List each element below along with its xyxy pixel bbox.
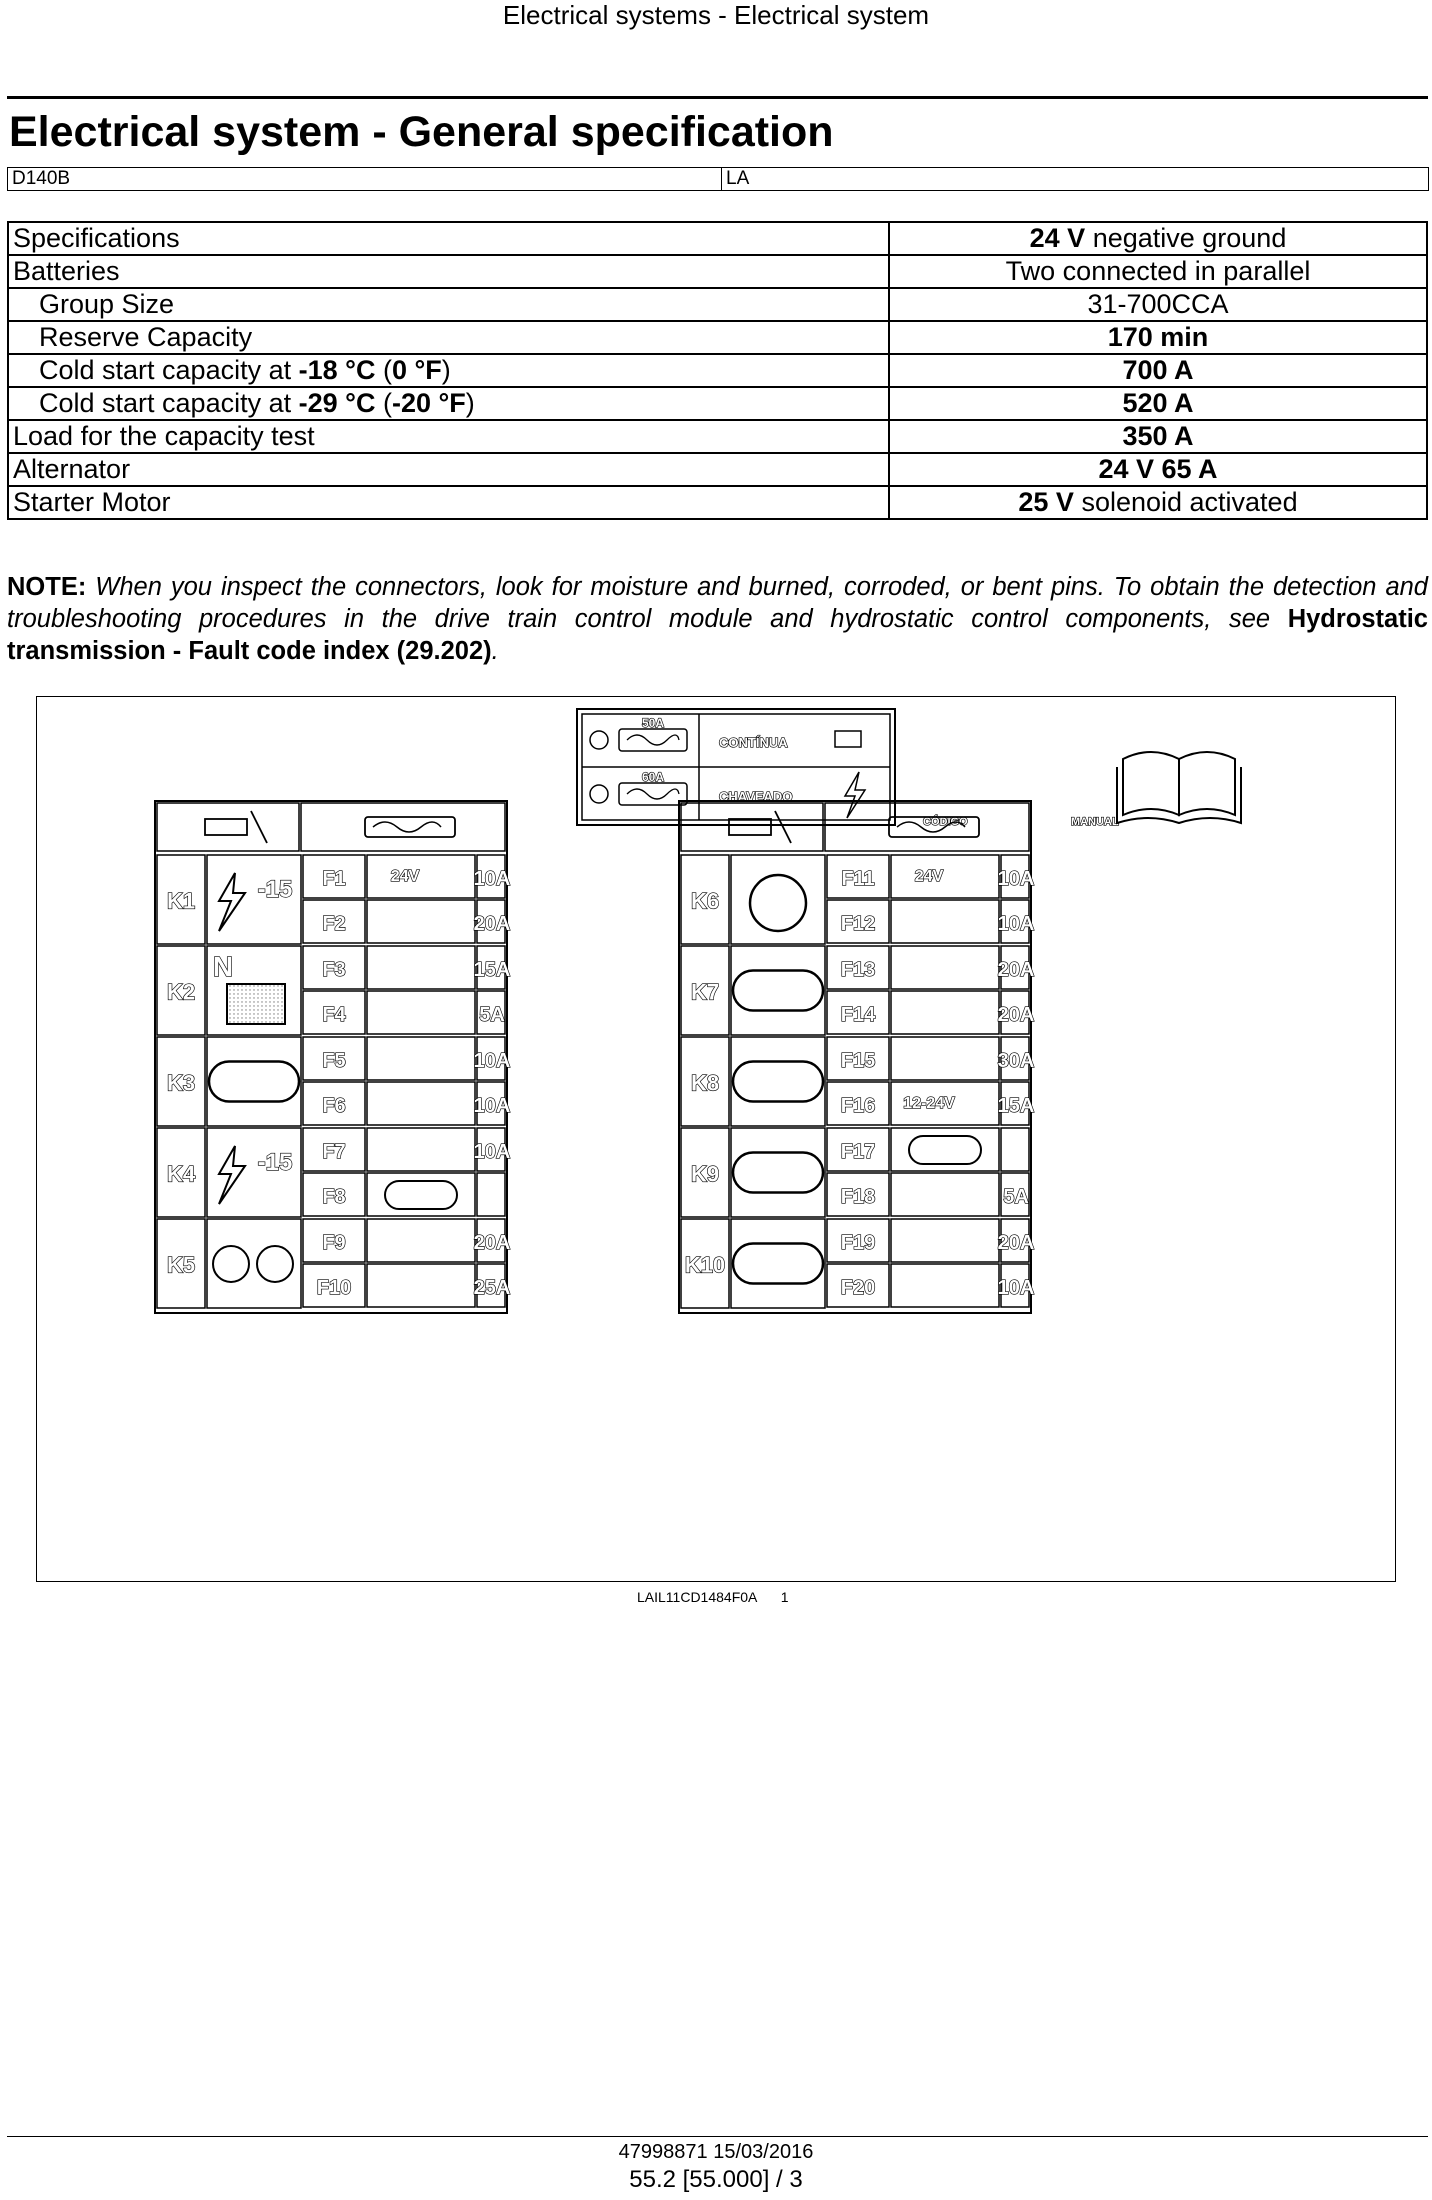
lightning-icon	[219, 1146, 245, 1204]
relay-symbol-icon	[775, 811, 791, 843]
relay-label: K2	[166, 979, 196, 1005]
relay-header-cell	[681, 803, 823, 851]
fuse-symbol-cell	[891, 991, 999, 1034]
fuse-wire-icon	[373, 822, 441, 832]
fuse-symbol-cell	[367, 1264, 475, 1307]
legend-continuous-label: CONTÍNUA	[719, 735, 788, 750]
running-header: Electrical systems - Electrical system	[502, 0, 930, 30]
spec-label: Reserve Capacity	[8, 321, 889, 354]
spec-label: Alternator	[8, 453, 889, 486]
fuse-circle-icon	[590, 731, 608, 749]
legend-manual-label: MANUAL	[1071, 816, 1119, 828]
fuse-amp-label: 20A	[473, 1232, 511, 1254]
table-row	[8, 354, 1427, 387]
fuse-label: F9	[322, 1232, 346, 1254]
relay-label: K5	[166, 1252, 196, 1278]
legend-box	[577, 709, 895, 825]
spec-label: Cold start capacity at -29 °C (-20 °F)	[8, 387, 889, 420]
fuse-label: F14	[840, 1004, 876, 1026]
relay-label: K10	[684, 1252, 726, 1278]
spec-label: Specifications	[8, 222, 889, 255]
relay-icon-cell	[731, 1128, 825, 1217]
fuse-label: F13	[840, 959, 876, 981]
relay-desc-label: -15	[257, 1149, 293, 1176]
header-rule	[7, 96, 1428, 99]
relay-label: K4	[166, 1161, 196, 1187]
note-end: .	[491, 637, 499, 665]
fuse-symbol-cell	[891, 1264, 999, 1307]
note-prefix: NOTE:	[7, 573, 87, 601]
fuse-amp-label: 20A	[473, 913, 511, 935]
relay-icon-cell	[731, 946, 825, 1035]
fuse-label: F12	[840, 913, 876, 935]
fuse-amp-label: 15A	[473, 959, 511, 981]
battery-icon	[835, 731, 861, 747]
note-text: When you inspect the connectors, look for moisture and burned, corroded, or bent pins. To obtain the detection and troubleshooting procedures in the drive train control module and hydrostatic control components, see	[7, 573, 1428, 633]
model-bar	[7, 167, 1429, 191]
fuse-label: F2	[322, 913, 346, 935]
fuse-label: F3	[322, 959, 346, 981]
fuse-symbol-cell	[367, 991, 475, 1034]
relay-label: K1	[166, 888, 196, 914]
relay-socket-icon	[733, 1153, 823, 1193]
spec-value: 170 min	[889, 321, 1427, 354]
relay-symbol-icon	[251, 811, 267, 843]
spec-label: Load for the capacity test	[8, 420, 889, 453]
fuse-label: F18	[840, 1186, 876, 1208]
fuse-symbol-cell	[367, 946, 475, 989]
fuse-label: F8	[322, 1186, 346, 1208]
relay-desc-label: N	[212, 951, 234, 982]
fuse-amp-label: 10A	[473, 1141, 511, 1163]
fuse-label: F4	[322, 1004, 346, 1026]
relay-label: K7	[690, 979, 720, 1005]
spec-value: 520 A	[889, 387, 1427, 420]
fuse-icon	[365, 817, 455, 837]
fuse-label: F10	[316, 1277, 352, 1299]
fuse-symbol-label: 12-24V	[903, 1095, 955, 1112]
fuse-amp-label: 20A	[997, 1232, 1035, 1254]
fuse-symbol-cell	[367, 1037, 475, 1080]
motor-icon	[227, 984, 285, 1024]
section-title: Electrical system - General specification	[9, 108, 834, 156]
spec-label: Cold start capacity at -18 °C (0 °F)	[8, 354, 889, 387]
relay-socket-icon	[209, 1062, 299, 1102]
fuse-amp-label: 5A	[479, 1004, 505, 1026]
fuse-amp-label: 15A	[997, 1095, 1035, 1117]
relay-header-cell	[157, 803, 299, 851]
spec-label: Starter Motor	[8, 486, 889, 519]
fuse-label: F7	[322, 1141, 346, 1163]
engine-start-icon	[257, 1246, 293, 1282]
spec-value: 350 A	[889, 420, 1427, 453]
fuse-label: F6	[322, 1095, 346, 1117]
relay-label: K9	[690, 1161, 720, 1187]
fuse-symbol-label: 24V	[914, 868, 944, 885]
fuse-symbol-cell	[891, 855, 999, 898]
table-row	[8, 222, 1427, 255]
fuse-label: F15	[840, 1050, 876, 1072]
spec-value: 700 A	[889, 354, 1427, 387]
fuse-symbol-cell	[367, 1082, 475, 1125]
page-number: 55.2 [55.000] / 3	[629, 2166, 803, 2193]
table-row	[8, 288, 1427, 321]
figure-caption	[637, 1589, 789, 1605]
legend-code-label: CÓDIGO	[923, 816, 968, 828]
relay-label: K3	[166, 1070, 196, 1096]
fuse-amp-label: 10A	[997, 1277, 1035, 1299]
relay-icon-cell	[731, 1219, 825, 1308]
fuse-circle-icon	[590, 785, 608, 803]
table-row	[8, 486, 1427, 519]
fuse-amp-label: 25A	[473, 1277, 511, 1299]
legend-60a-label: 60A	[642, 770, 665, 784]
relay-socket-icon	[385, 1181, 457, 1209]
fuse-amp-label: 10A	[473, 868, 511, 890]
legend-switched-label: CHAVEADO	[719, 789, 793, 804]
fuse-label: F17	[840, 1141, 876, 1163]
engine-icon	[750, 875, 806, 931]
fuse-symbol-cell	[367, 1128, 475, 1171]
table-row	[8, 321, 1427, 354]
fuse-symbol-cell	[367, 900, 475, 943]
relay-symbol-icon	[729, 819, 771, 835]
model-code: D140B	[8, 168, 722, 190]
fuse-header-cell	[301, 803, 505, 851]
fuse-symbol-label: 24V	[390, 868, 420, 885]
doc-number: 47998871 15/03/2016	[618, 2141, 814, 2163]
relay-icon-cell	[207, 1037, 301, 1126]
fuse-symbol-cell	[891, 1219, 999, 1262]
relay-socket-icon	[733, 1244, 823, 1284]
model-region: LA	[726, 168, 750, 189]
fuse-panel-figure	[36, 696, 1396, 1582]
fuse-amp-label: 10A	[473, 1095, 511, 1117]
fuse-label: F5	[322, 1050, 346, 1072]
relay-icon-cell	[207, 1219, 301, 1308]
fuse-amp-label: 30A	[997, 1050, 1035, 1072]
relay-socket-icon	[909, 1136, 981, 1164]
fuse-symbol-cell	[367, 1219, 475, 1262]
fuse-amp-label: 20A	[997, 959, 1035, 981]
fuse-amp-label: 5A	[1003, 1186, 1029, 1208]
fuse-label: F16	[840, 1095, 876, 1117]
spec-label: Batteries	[8, 255, 889, 288]
lightning-icon	[219, 873, 245, 931]
engine-icon	[213, 1246, 249, 1282]
relay-symbol-icon	[205, 819, 247, 835]
relay-label: K6	[690, 888, 720, 914]
fuse-symbol-cell	[891, 946, 999, 989]
fuse-relay-grid	[155, 801, 1034, 1313]
table-row	[8, 255, 1427, 288]
fuse-amp-label: 10A	[997, 868, 1035, 890]
legend-50a-label: 50A	[642, 716, 665, 730]
fuse-icon	[619, 783, 687, 805]
spec-value: 24 V 65 A	[889, 453, 1427, 486]
fuse-symbol-cell	[891, 900, 999, 943]
fuse-amp-label: 20A	[997, 1004, 1035, 1026]
spec-value: Two connected in parallel	[889, 255, 1427, 288]
fuse-amp-label: 10A	[473, 1050, 511, 1072]
fuse-symbol-cell	[891, 1037, 999, 1080]
footer-rule	[7, 2136, 1428, 2137]
relay-socket-icon	[733, 1062, 823, 1102]
fuse-label: F19	[840, 1232, 876, 1254]
fuse-panel-diagram	[37, 697, 1395, 1581]
fuse-symbol-cell	[891, 1173, 999, 1216]
relay-desc-label: -15	[257, 876, 293, 903]
fuse-amp-cell	[477, 1173, 505, 1216]
relay-label: K8	[690, 1070, 720, 1096]
table-row	[8, 420, 1427, 453]
lightning-icon	[845, 772, 865, 818]
relay-socket-icon	[733, 971, 823, 1011]
table-row	[8, 387, 1427, 420]
note-link[interactable]: Hydrostatic transmission - Fault code index (29.202)	[7, 605, 1428, 665]
spec-label: Group Size	[8, 288, 889, 321]
fuse-label: F11	[841, 868, 875, 890]
spec-value: 24 V negative ground	[889, 222, 1427, 255]
fuse-symbol-cell	[367, 855, 475, 898]
spec-table	[7, 221, 1428, 520]
manual-book-icon	[1117, 752, 1241, 823]
relay-icon-cell	[731, 1037, 825, 1126]
spec-value: 25 V solenoid activated	[889, 486, 1427, 519]
note-paragraph	[7, 571, 1428, 667]
fuse-label: F20	[840, 1277, 876, 1299]
fuse-icon	[619, 729, 687, 751]
caption-code: LAIL11CD1484F0A	[637, 1589, 758, 1605]
fuse-amp-label: 10A	[997, 913, 1035, 935]
spec-value: 31-700CCA	[889, 288, 1427, 321]
caption-number: 1	[780, 1589, 789, 1605]
table-row	[8, 453, 1427, 486]
fuse-label: F1	[322, 868, 346, 890]
fuse-amp-cell	[1001, 1128, 1029, 1171]
